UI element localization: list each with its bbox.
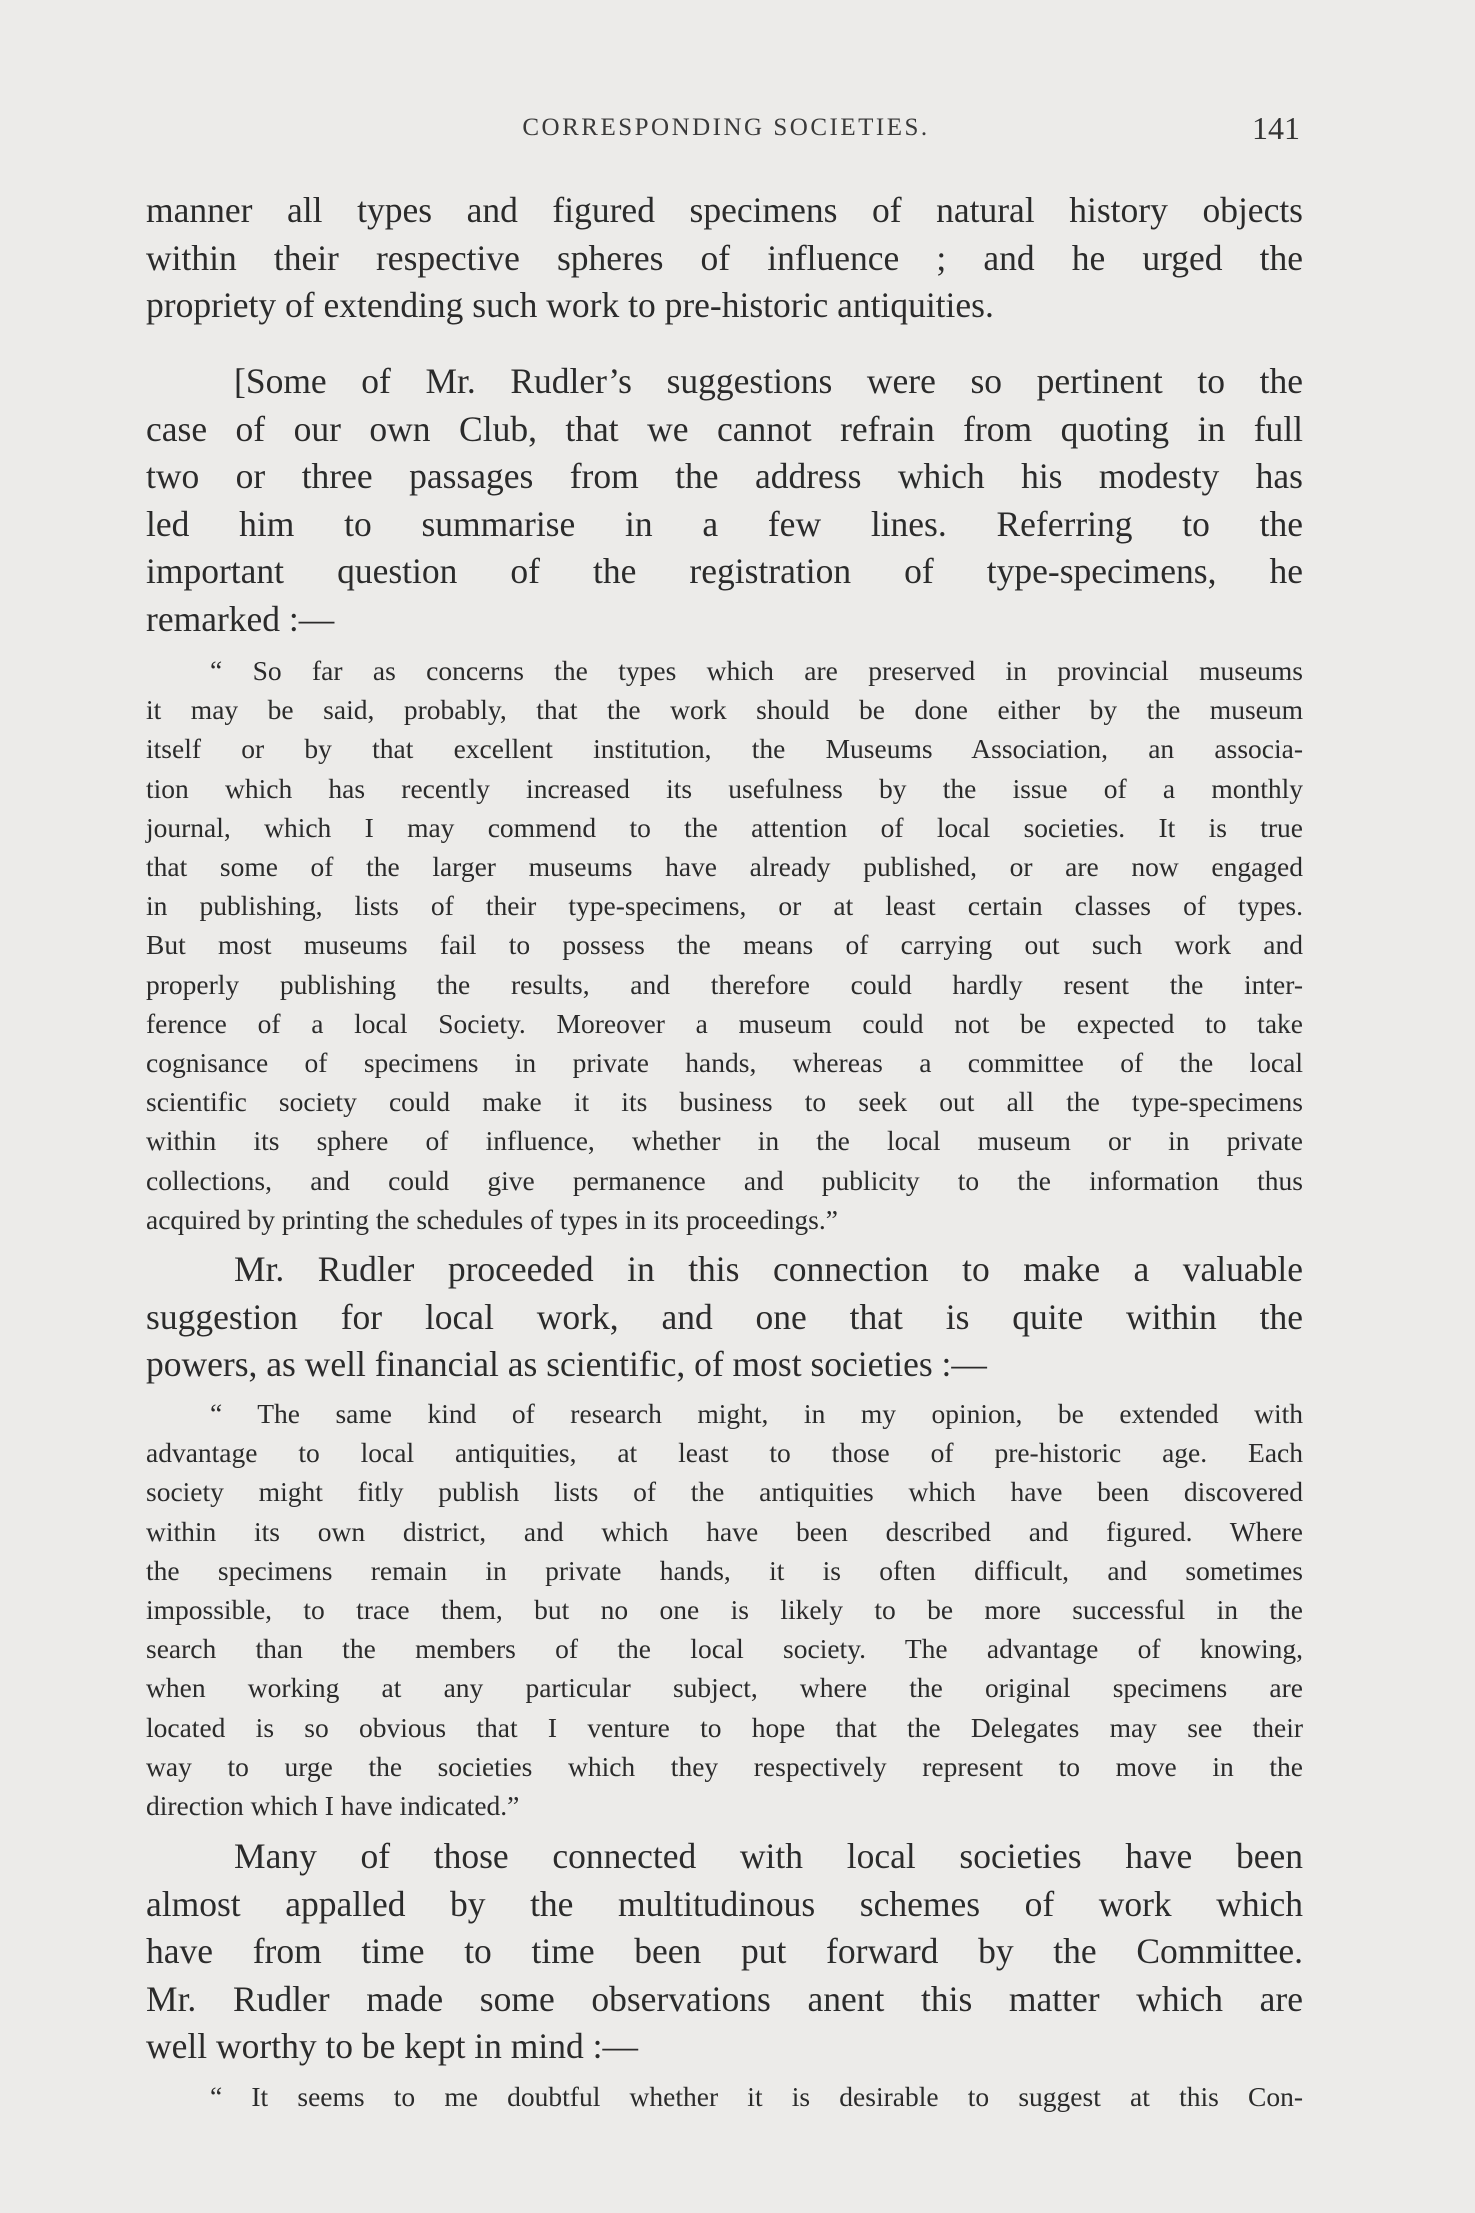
text-line: suggestion for local work, and one that is quite within the (146, 1296, 1303, 1337)
paragraph-continuation (146, 187, 1303, 330)
quote-line: “ The same kind of research might, in my opinion, be extended with (210, 1398, 1303, 1429)
paragraph-body (146, 1833, 1303, 2071)
quote-line: properly publishing the results, and therefore could hardly resent the inter- (146, 968, 1303, 1000)
quote-line: within its own district, and which have been described and figured. Where (146, 1515, 1303, 1547)
quote-line: “ It seems to me doubtful whether it is desirable to suggest at this Con- (210, 2081, 1303, 2112)
text-line: case of our own Club, that we cannot refrain from quoting in full (146, 408, 1303, 449)
quote-line: the specimens remain in private hands, it is often difficult, and sometimes (146, 1554, 1303, 1586)
quote-line: “ So far as concerns the types which are preserved in provincial museums (210, 655, 1303, 686)
quote-line: But most museums fail to possess the means of carrying out such work and (146, 929, 1303, 961)
page-header (146, 110, 1306, 154)
quote-line: that some of the larger museums have already published, or are now engaged (146, 851, 1303, 883)
quote-line: search than the members of the local society. The advantage of knowing, (146, 1633, 1303, 1665)
quote-line: within its sphere of influence, whether in the local museum or in private (146, 1125, 1303, 1157)
quote-line: in publishing, lists of their type-specimens, or at least certain classes of types. (146, 890, 1303, 922)
text-line: within their respective spheres of influence ; and he urged the (146, 237, 1303, 278)
quote-line: ference of a local Society. Moreover a museum could not be expected to take (146, 1007, 1303, 1039)
block-quote (146, 1394, 1303, 1825)
text-line: have from time to time been put forward by the Committee. (146, 1931, 1303, 1971)
quote-line: society might fitly publish lists of the antiquities which have been discovered (146, 1476, 1303, 1508)
page-number: 141 (1252, 110, 1300, 146)
quote-line: located is so obvious that I venture to hope that the Delegates may see their (146, 1711, 1303, 1743)
text-line: Mr. Rudler made some observations anent this matter which are (146, 1978, 1303, 2019)
quote-line: itself or by that excellent institution, the Museums Association, an associa- (146, 733, 1303, 765)
running-head: CORRESPONDING SOCIETIES. (522, 114, 930, 141)
quote-line: it may be said, probably, that the work should be done either by the museum (146, 694, 1303, 726)
quote-line: tion which has recently increased its usefulness by the issue of a monthly (146, 772, 1303, 804)
quote-line: cognisance of specimens in private hands, whereas a committee of the local (146, 1047, 1303, 1079)
quote-line: advantage to local antiquities, at least to those of pre-historic age. Each (146, 1437, 1303, 1469)
text-line: remarked :— (146, 598, 335, 639)
text-line: well worthy to be kept in mind :— (146, 2026, 639, 2066)
paragraph-body (146, 1246, 1303, 1389)
quote-line: collections, and could give permanence and publicity to the information thus (146, 1164, 1303, 1196)
text-line: manner all types and figured specimens of natural history objects (146, 190, 1303, 230)
text-line: Mr. Rudler proceeded in this connection to make a valuable (234, 1249, 1303, 1289)
quote-line: acquired by printing the schedules of types in its proceedings.” (146, 1203, 838, 1235)
text-line: [Some of Mr. Rudler’s suggestions were so pertinent to the (234, 361, 1303, 401)
text-line: led him to summarise in a few lines. Referring to the (146, 503, 1303, 544)
text-line: powers, as well financial as scientific, of most societies :— (146, 1344, 987, 1384)
quote-line: way to urge the societies which they respectively represent to move in the (146, 1750, 1303, 1782)
text-line: Many of those connected with local societies have been (234, 1836, 1303, 1876)
text-line: propriety of extending such work to pre-historic antiquities. (146, 285, 994, 325)
block-quote (146, 2077, 1303, 2116)
quote-line: journal, which I may commend to the attention of local societies. It is true (146, 811, 1303, 843)
text-line: almost appalled by the multitudinous schemes of work which (146, 1883, 1303, 1924)
quote-line: scientific society could make it its business to seek out all the type-specimens (146, 1086, 1303, 1118)
text-line: two or three passages from the address which his modesty has (146, 456, 1303, 496)
quote-line: direction which I have indicated.” (146, 1790, 520, 1822)
quote-line: when working at any particular subject, where the original specimens are (146, 1672, 1303, 1704)
quote-line: impossible, to trace them, but no one is likely to be more successful in the (146, 1594, 1303, 1626)
text-line: important question of the registration of type-specimens, he (146, 551, 1303, 591)
paragraph-editorial (146, 358, 1303, 643)
block-quote (146, 651, 1303, 1239)
